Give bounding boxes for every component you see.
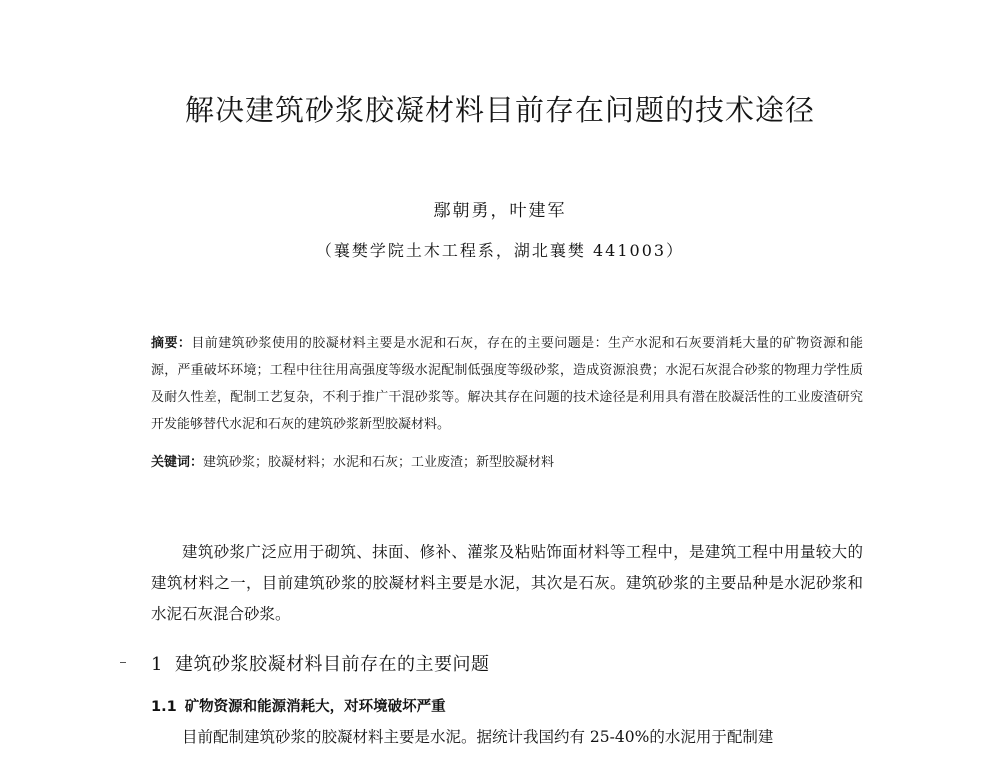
keywords <box>151 453 863 473</box>
subsection-paragraph: 目前配制建筑砂浆的胶凝材料主要是水泥。据统计我国约有 25-40%的水泥用于配制建 <box>182 728 774 746</box>
abstract <box>151 330 863 438</box>
section-heading <box>151 650 489 676</box>
abstract-text: 目前建筑砂浆使用的胶凝材料主要是水泥和石灰，存在的主要问题是：生产水泥和石灰要消耗大量的矿物资源和能源，严重破坏环境；工程中往往用高强度等级水泥配制低强度等级砂浆，造成资源浪费；水泥石灰混合砂浆的物理力学性质及耐久性差，配制工艺复杂，不利于推广干混砂浆等。解决其存在问题的技术途径是利用具有潜在胶凝活性的工业废渣研究开发能够替代水泥和石灰的建筑砂浆新型胶凝材料。 <box>151 336 863 432</box>
subsection-title: 矿物资源和能源消耗大，对环境破坏严重 <box>184 699 446 715</box>
section-title: 建筑砂浆胶凝材料目前存在的主要问题 <box>174 654 490 675</box>
keywords-text: 建筑砂浆；胶凝材料；水泥和石灰；工业废渣；新型胶凝材料 <box>203 455 555 470</box>
abstract-label: 摘要： <box>151 336 192 351</box>
subsection-number: 1.1 <box>151 699 177 715</box>
keywords-label: 关键词： <box>151 455 204 470</box>
intro-paragraph: 建筑砂浆广泛应用于砌筑、抹面、修补、灌浆及粘贴饰面材料等工程中，是建筑工程中用量较大的建筑材料之一，目前建筑砂浆的胶凝材料主要是水泥，其次是石灰。建筑砂浆的主要品种是水泥砂浆和水泥石灰混合砂浆。 <box>151 543 863 623</box>
margin-mark <box>120 662 126 663</box>
paper-authors: 鄢朝勇，叶建军 <box>433 201 567 221</box>
paper-title: 解决建筑砂浆胶凝材料目前存在问题的技术途径 <box>184 93 815 127</box>
paper-affiliation: （襄樊学院土木工程系，湖北襄樊 441003） <box>315 241 685 260</box>
section-number: 1 <box>151 654 163 675</box>
subsection-heading <box>151 695 446 716</box>
